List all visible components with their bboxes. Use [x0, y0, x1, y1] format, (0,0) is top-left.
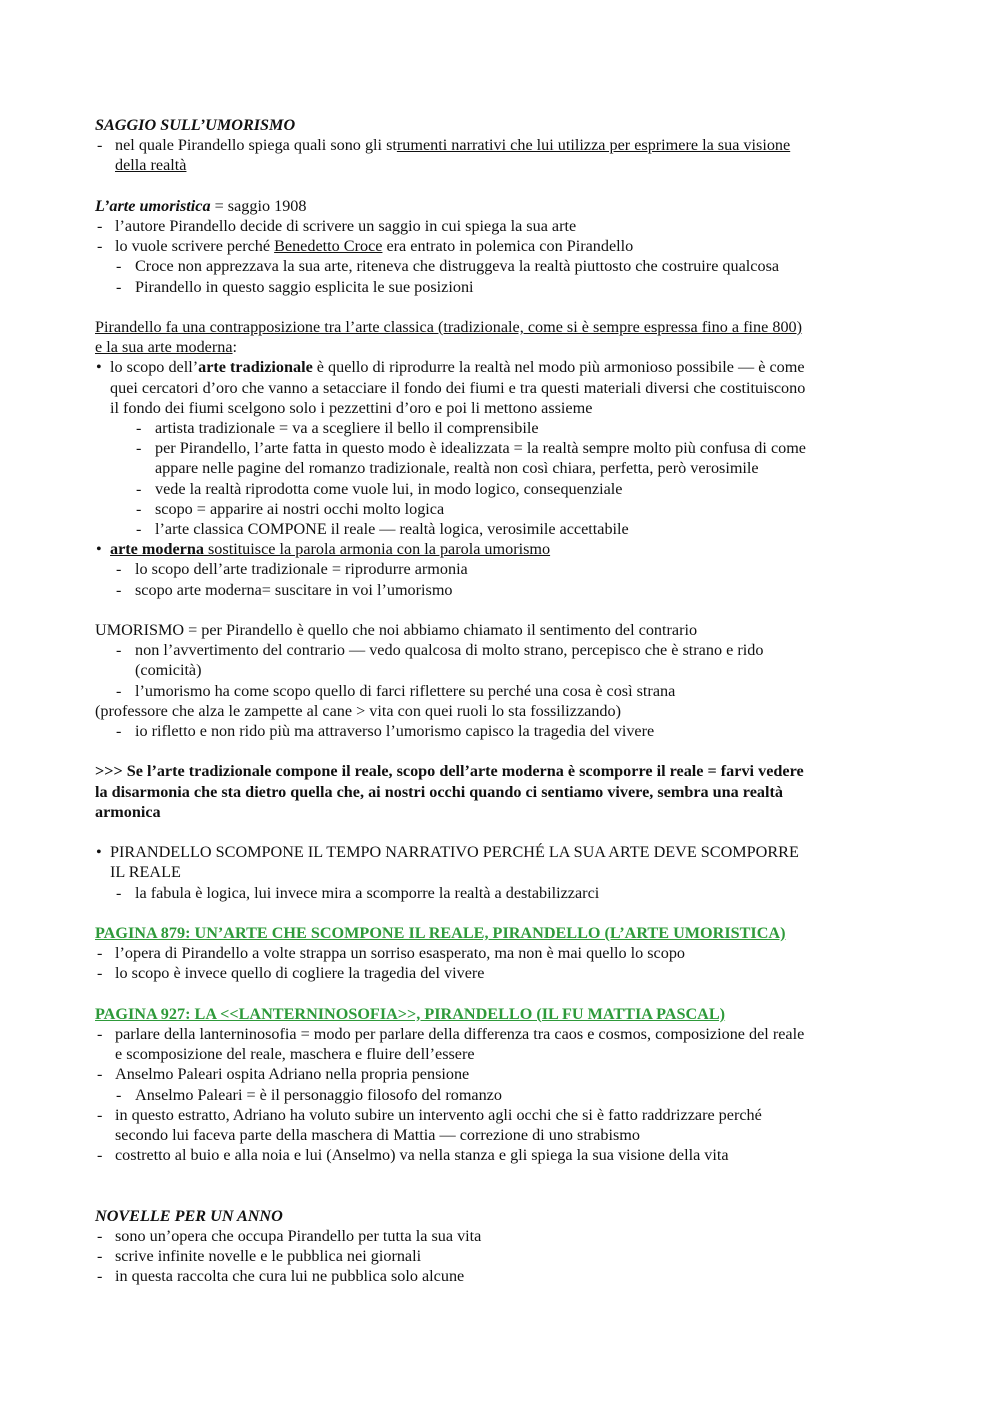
bold-text: arte tradizionale	[198, 358, 313, 377]
bullet-continuation: il fondo dei fiumi scelgono solo i pezzettini d’oro e poi li mettono assieme	[110, 398, 593, 417]
text: lo vuole scrivere perché	[115, 237, 275, 256]
text: lo scopo dell’	[110, 358, 199, 377]
title-rest: = saggio 1908	[210, 196, 307, 215]
bullet-continuation: IL REALE	[110, 863, 181, 882]
heading-pagina-927: PAGINA 927: LA <<LANTERNINOSOFIA>>, PIRANDELLO (IL FU MATTIA PASCAL)	[95, 1004, 726, 1023]
document-page	[95, 115, 915, 1287]
list-subitem-continuation: (comicità)	[135, 661, 202, 680]
list-subitem: - Croce non apprezzava la sua arte, riteneva che distruggeva la realtà piuttosto che costruire qualcosa	[95, 256, 915, 276]
list-subitem: - artista tradizionale = va a scegliere il bello il comprensibile	[95, 418, 915, 438]
bullet-item	[95, 539, 915, 559]
list-subitem: - non l’avvertimento del contrario — vedo qualcosa di molto strano, percepisco che è strano e rido	[95, 640, 915, 660]
bullet-continuation: quei cercatori d’oro che vanno a setacciare il fondo dei fiumi e tra questi materiali diversi che costituiscono	[110, 378, 806, 397]
heading-pagina-879: PAGINA 879: UN’ARTE CHE SCOMPONE IL REALE, PIRANDELLO (L’ARTE UMORISTICA)	[95, 924, 786, 943]
list-item: - sono un’opera che occupa Pirandello per tutta la sua vita	[95, 1226, 915, 1246]
list-item: - l’opera di Pirandello a volte strappa un sorriso esasperato, ma non è mai quello lo scopo	[95, 943, 915, 963]
list-subitem: - vede la realtà riprodotta come vuole lui, in modo logico, consequenziale	[95, 479, 915, 499]
list-subitem: - Anselmo Paleari = è il personaggio filosofo del romanzo	[95, 1085, 915, 1105]
list-item: - costretto al buio e alla noia e lui (Anselmo) va nella stanza e gli spiega la sua visione della vita	[95, 1145, 915, 1165]
paragraph	[95, 337, 915, 357]
list-subitem: - per Pirandello, l’arte fatta in questo modo è idealizzata = la realtà sempre molto più confusa di come	[95, 438, 915, 458]
list-item: - Anselmo Paleari ospita Adriano nella propria pensione	[95, 1064, 915, 1084]
list-item	[95, 236, 915, 256]
text: nel quale Pirandello spiega quali sono gli st	[115, 136, 397, 155]
list-subitem: - io rifletto e non rido più ma attraverso l’umorismo capisco la tragedia del vivere	[95, 721, 915, 741]
text: sostituisce la parola armonia con la parola umorismo	[203, 540, 551, 559]
list-subitem: - la fabula è logica, lui invece mira a scomporre la realtà a destabilizzarci	[95, 883, 915, 903]
list-subitem: - l’arte classica COMPONE il reale — realtà logica, verosimile accettabile	[95, 519, 915, 539]
underlined-text: Benedetto Croce	[274, 237, 383, 256]
bold-paragraph: armonica	[95, 802, 161, 821]
list-subitem: - Pirandello in questo saggio esplicita le sue posizioni	[95, 277, 915, 297]
list-item-continuation: della realtà	[115, 156, 187, 175]
paragraph: UMORISMO = per Pirandello è quello che noi abbiamo chiamato il sentimento del contrario	[95, 621, 698, 640]
underlined-text: rumenti narrativi che lui utilizza per esprimere la sua visione	[396, 136, 791, 155]
paragraph: (professore che alza le zampette al cane > vita con quei ruoli lo sta fossilizzando)	[95, 701, 622, 720]
list-subitem: - l’umorismo ha come scopo quello di farci riflettere su perché una cosa è così strana	[95, 681, 915, 701]
bullet-item	[95, 357, 915, 377]
bold-paragraph: >>> Se l’arte tradizionale compone il reale, scopo dell’arte moderna è scomporre il reale = farvi vedere	[95, 762, 804, 781]
paragraph: Pirandello fa una contrapposizione tra l’arte classica (tradizionale, come si è sempre espressa fino a fine 800)	[95, 318, 803, 336]
bold-text: arte moderna	[110, 540, 204, 559]
list-item-continuation: secondo lui faceva parte della maschera di Mattia — correzione di uno strabismo	[115, 1126, 640, 1145]
list-subitem: - lo scopo dell’arte tradizionale = riprodurre armonia	[95, 559, 915, 579]
list-item: - in questa raccolta che cura lui ne pubblica solo alcune	[95, 1266, 915, 1286]
list-item-continuation: e scomposizione del reale, maschera e fluire dell’essere	[115, 1045, 475, 1064]
list-item	[95, 135, 915, 155]
title-text: L’arte umoristica	[95, 196, 211, 215]
text: è quello di riprodurre la realtà nel modo più armonioso possibile — è come	[312, 358, 805, 377]
list-item: - scrive infinite novelle e le pubblica nei giornali	[95, 1246, 915, 1266]
list-subitem: - scopo = apparire ai nostri occhi molto logica	[95, 499, 915, 519]
list-subitem-continuation: appare nelle pagine del romanzo tradizionale, realtà non così chiara, perfetta, però verosimile	[155, 459, 759, 478]
list-item: - in questo estratto, Adriano ha voluto subire un intervento agli occhi che si è fatto raddrizzare perché	[95, 1105, 915, 1125]
list-subitem: - scopo arte moderna= suscitare in voi l’umorismo	[95, 580, 915, 600]
list-item: - l’autore Pirandello decide di scrivere un saggio in cui spiega la sua arte	[95, 216, 915, 236]
bold-paragraph: la disarmonia che sta dietro quella che, ai nostri occhi quando ci sentiamo vivere, sembra una realtà	[95, 782, 783, 801]
section-title-arte-umoristica	[95, 196, 915, 216]
section-title-saggio: SAGGIO SULL’UMORISMO	[95, 116, 296, 134]
section-title-novelle: NOVELLE PER UN ANNO	[95, 1206, 283, 1225]
text: era entrato in polemica con Pirandello	[382, 237, 634, 256]
list-item: - lo scopo è invece quello di cogliere la tragedia del vivere	[95, 963, 915, 983]
bullet-item: • PIRANDELLO SCOMPONE IL TEMPO NARRATIVO PERCHÉ LA SUA ARTE DEVE SCOMPORRE	[95, 842, 915, 862]
underlined-text: e la sua arte moderna	[95, 338, 233, 357]
text: :	[232, 338, 238, 357]
list-item: - parlare della lanterninosofia = modo per parlare della differenza tra caos e cosmos, composizione del reale	[95, 1024, 915, 1044]
